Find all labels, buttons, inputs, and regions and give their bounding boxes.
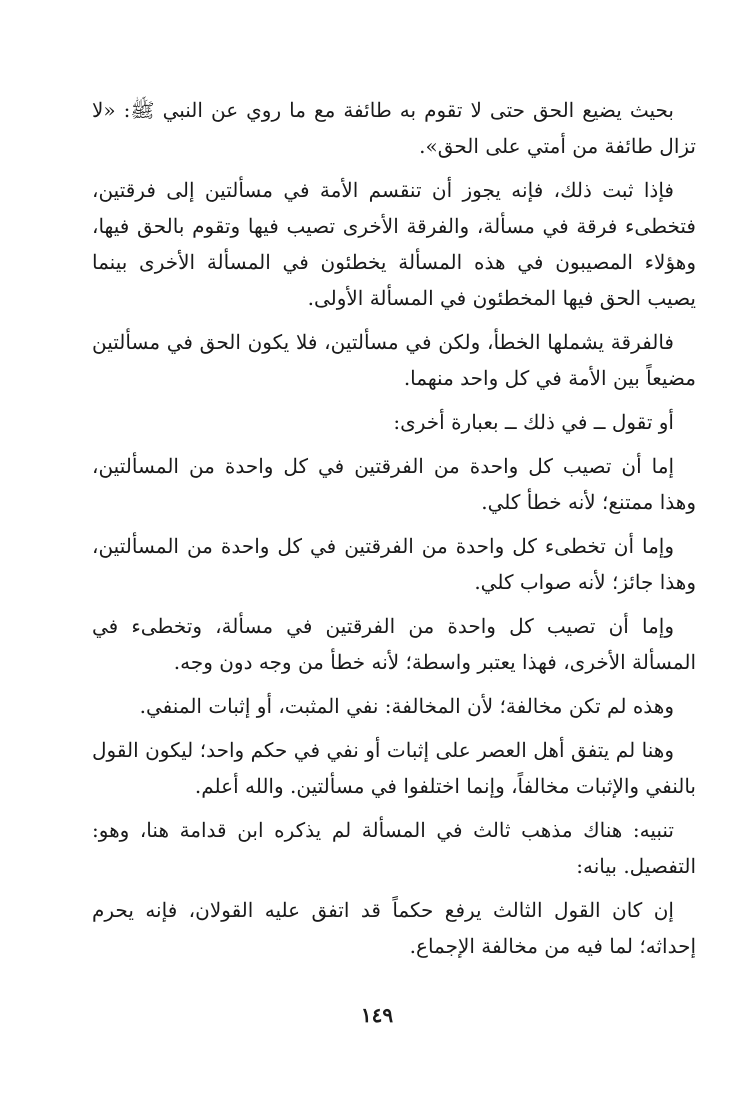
paragraph-7: وإما أن تصيب كل واحدة من الفرقتين في مسألة، وتخطىء في المسألة الأخرى، فهذا يعتبر واسطة؛ لأنه خطأ من وجه دون وجه.	[92, 614, 696, 674]
paragraph-3: فالفرقة يشملها الخطأ، ولكن في مسألتين، فلا يكون الحق في مسألتين مضيعاً بين الأمة في كل واحد منهما.	[92, 330, 696, 390]
paragraph-9: وهنا لم يتفق أهل العصر على إثبات أو نفي في حكم واحد؛ ليكون القول بالنفي والإثبات مخالفاً، وإنما اختلفوا في مسألتين. والله أعلم.	[92, 738, 696, 798]
page-number: ١٤٩	[360, 1003, 394, 1027]
paragraph-6: وإما أن تخطىء كل واحدة من الفرقتين في كل واحدة من المسألتين، وهذا جائز؛ لأنه صواب كلي.	[92, 534, 696, 594]
paragraph-1: بحيث يضيع الحق حتى لا تقوم به طائفة مع ما روي عن النبي ﷺ: «لا تزال طائفة من أمتي على الحق».	[92, 98, 696, 158]
paragraph-2: فإذا ثبت ذلك، فإنه يجوز أن تنقسم الأمة في مسألتين إلى فرقتين، فتخطىء فرقة في مسألة، والفرقة الأخرى تصيب فيها وتقوم بالحق فيها، وهؤلاء المصيبون في هذه المسألة يخطئون في المسألة الأخرى بينما يصيب الحق فيها المخطئون في المسألة الأولى.	[92, 178, 696, 310]
paragraph-4: أو تقول ــ في ذلك ــ بعبارة أخرى:	[393, 410, 674, 434]
paragraph-11: إن كان القول الثالث يرفع حكماً قد اتفق عليه القولان، فإنه يحرم إحداثه؛ لما فيه من مخالفة الإجماع.	[92, 898, 696, 958]
paragraph-8: وهذه لم تكن مخالفة؛ لأن المخالفة: نفي المثبت، أو إثبات المنفي.	[139, 694, 674, 718]
page-body	[92, 92, 696, 972]
paragraph-10: تنبيه: هناك مذهب ثالث في المسألة لم يذكره ابن قدامة هنا، وهو: التفصيل. بيانه:	[92, 818, 696, 878]
paragraph-5: إما أن تصيب كل واحدة من الفرقتين في كل واحدة من المسألتين، وهذا ممتنع؛ لأنه خطأ كلي.	[92, 454, 696, 514]
